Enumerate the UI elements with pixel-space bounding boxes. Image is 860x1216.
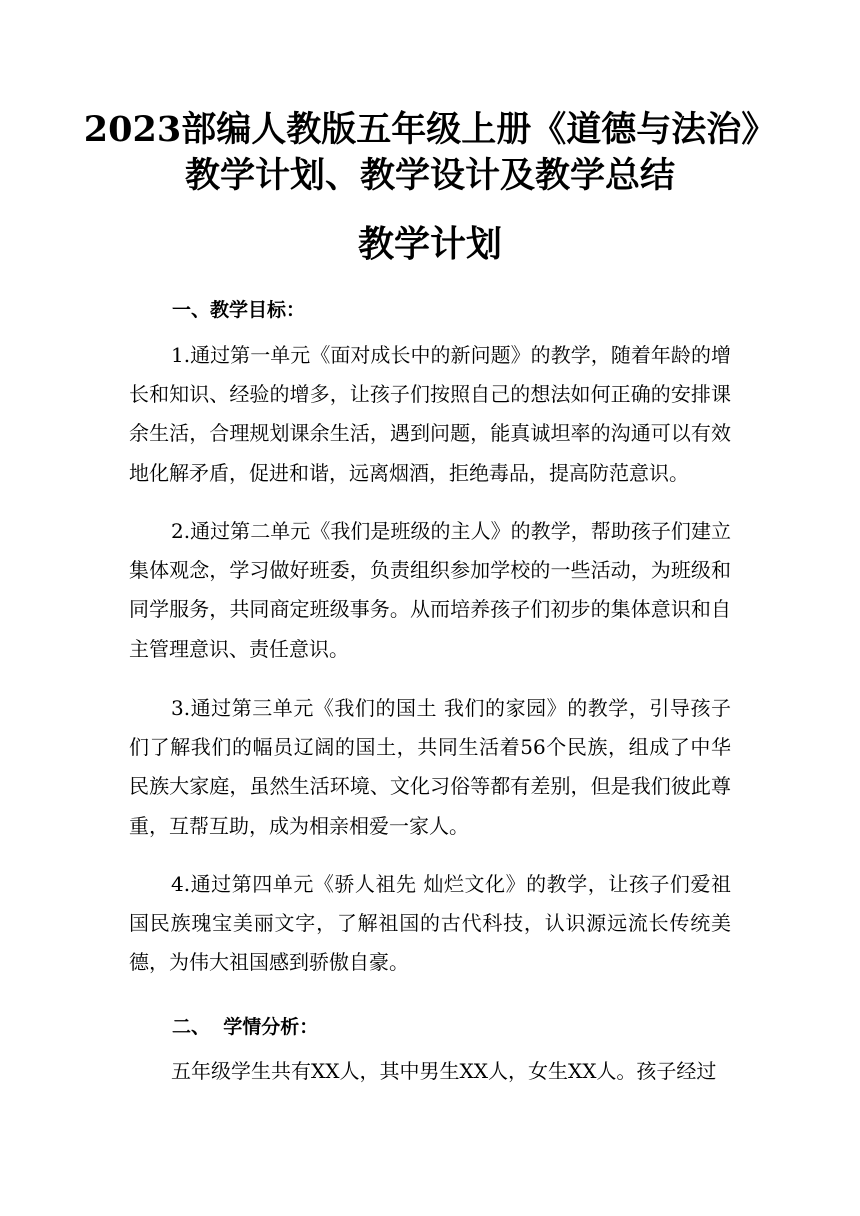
- section-title: 教学计划: [357, 223, 502, 265]
- paragraph-goal-2: 2.通过第二单元《我们是班级的主人》的教学，帮助孩子们建立集体观念，学习做好班委，负责组织参加学校的一些活动，为班级和同学服务，共同商定班级事务。从而培养孩子们初步的集体意识和自主管理意识、责任意识。: [129, 519, 731, 661]
- paragraph-goal-1: 1.通过第一单元《面对成长中的新问题》的教学，随着年龄的增长和知识、经验的增多，让孩子们按照自己的想法如何正确的安排课余生活，合理规划课余生活，遇到问题，能真诚坦率的沟通可以有效地化解矛盾，促进和谐，远离烟酒，拒绝毒品，提高防范意识。: [129, 343, 731, 485]
- paragraph-goal-4: 4.通过第四单元《骄人祖先 灿烂文化》的教学，让孩子们爱祖国民族瑰宝美丽文字，了解祖国的古代科技，认识源远流长传统美德，为伟大祖国感到骄傲自豪。: [129, 872, 731, 975]
- document-title-line-2: 教学计划、教学设计及教学总结: [184, 155, 675, 196]
- heading-student-analysis: 二、 学情分析：: [172, 1016, 319, 1038]
- paragraph-student-analysis: 五年级学生共有XX人，其中男生XX人，女生XX人。孩子经过: [171, 1059, 717, 1083]
- document-title-line-1: 2023部编人教版五年级上册《道德与法治》: [83, 109, 777, 150]
- paragraph-goal-3: 3.通过第三单元《我们的国土 我们的家园》的教学，引导孩子们了解我们的幅员辽阔的国土，共同生活着56个民族，组成了中华民族大家庭，虽然生活环境、文化习俗等都有差别，但是我们彼此尊重，互帮互助，成为相亲相爱一家人。: [129, 696, 731, 838]
- heading-teaching-goals: 一、教学目标：: [172, 299, 306, 321]
